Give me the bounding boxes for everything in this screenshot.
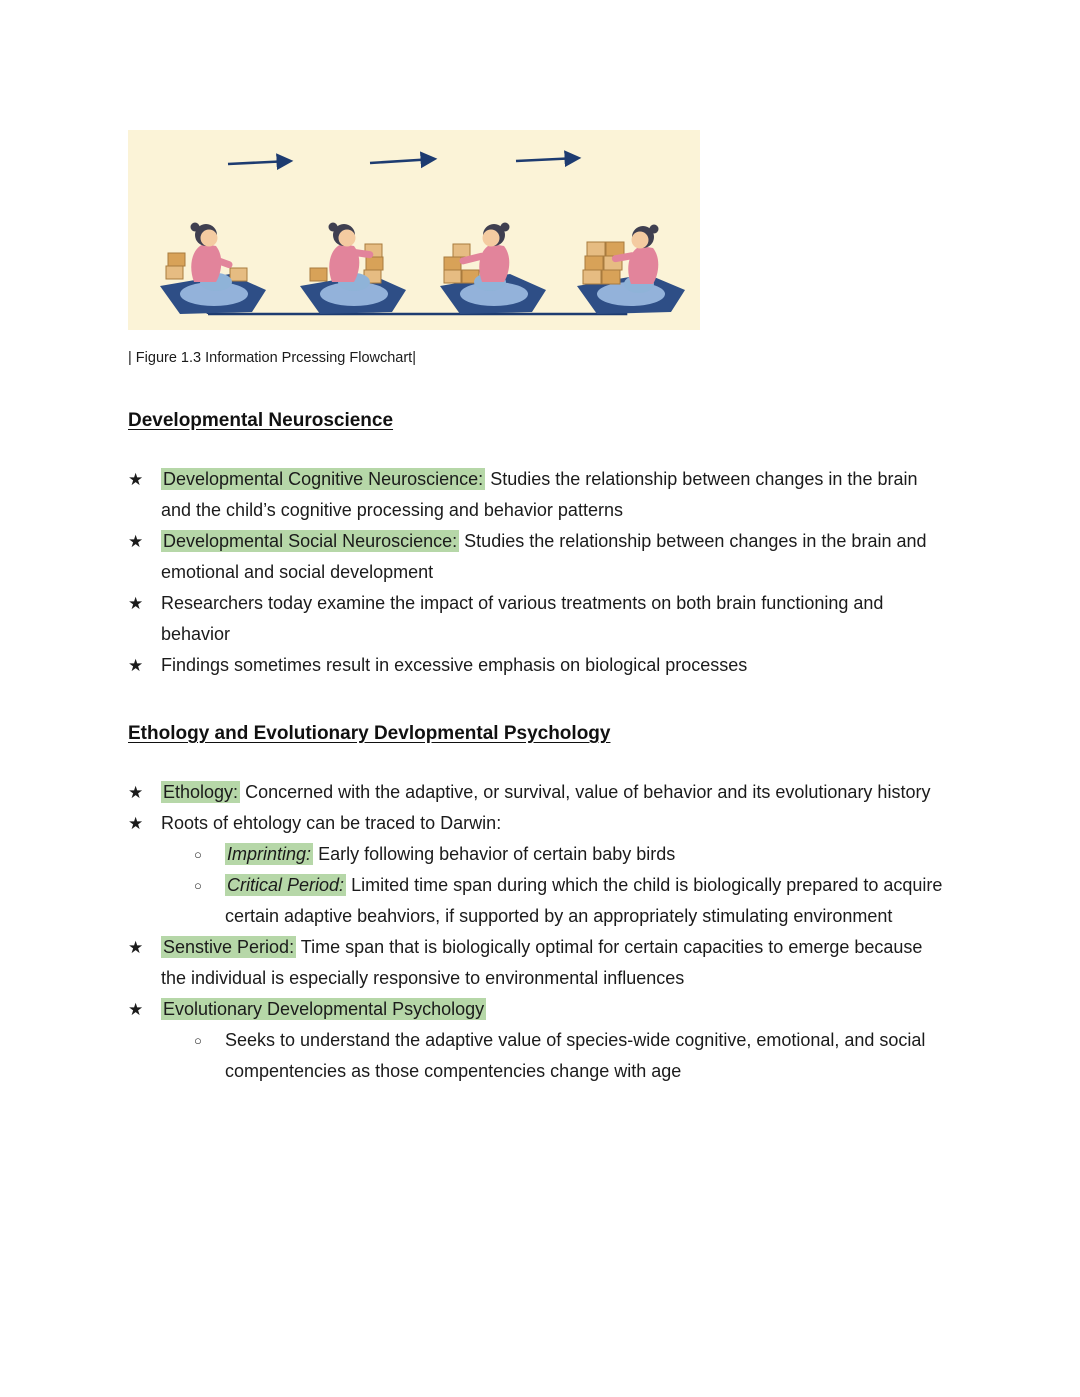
figure-caption: | Figure 1.3 Information Prcessing Flowchart| [128,350,416,366]
feedback-arrow-icon [208,282,626,314]
star-bullet-icon: ★ [128,532,144,551]
term-highlight: Developmental Social Neuroscience: [163,531,458,551]
bullet-item [128,650,950,681]
arrow-icon [228,158,578,164]
circle-bullet-icon: ○ [194,878,202,893]
bullet-content [225,870,950,932]
bullet-item [128,588,950,650]
sub-bullet-item [191,839,950,870]
sub-bullet-list [191,1025,950,1087]
bullet-item [128,777,950,808]
circle-bullet-icon: ○ [194,1033,202,1048]
star-bullet-icon: ★ [128,1000,144,1019]
star-bullet-icon: ★ [128,656,144,675]
bullet-content [225,839,950,870]
sub-bullet-list [191,839,950,932]
bullet-content [161,650,950,681]
section1-bullet-list [128,464,950,681]
bullet-item [128,994,950,1087]
bullet-text: Concerned with the adaptive, or survival, value of behavior and its evolutionary history [245,782,931,802]
bullet-content [161,777,950,808]
bullet-item [128,932,950,994]
bullet-content [161,464,950,526]
bullet-text: Time span that is biologically optimal for certain capacities to emerge because the individual is especially responsive to environmental influences [161,937,923,988]
bullet-item [128,808,950,932]
bullet-text: Findings sometimes result in excessive emphasis on biological processes [161,655,748,675]
sub-bullet-item [191,1025,950,1087]
bullet-text: Early following behavior of certain baby birds [318,844,676,864]
figure-image [128,130,700,330]
bullet-content [161,994,950,1087]
term-highlight: Evolutionary Developmental Psychology [163,999,485,1019]
term-highlight: Developmental Cognitive Neuroscience: [163,469,484,489]
bullet-content [225,1025,950,1087]
star-bullet-icon: ★ [128,783,144,802]
bullet-item [128,526,950,588]
section2-bullet-list [128,777,950,1087]
bullet-text: Roots of ehtology can be traced to Darwin: [161,813,502,833]
bullet-text: Limited time span during which the child is biologically prepared to acquire certain adaptive beahviors, if supported by an appropriately stimulating environment [225,875,943,926]
bullet-content [161,808,950,932]
bullet-content [161,526,950,588]
bullet-text: Seeks to understand the adaptive value of species-wide cognitive, emotional, and social compentencies as those compentencies change with age [225,1030,926,1081]
heading-developmental-neuroscience: Developmental Neuroscience [128,410,394,431]
bullet-content [161,588,950,650]
figure-illustration [128,130,700,330]
term-highlight: Ethology: [163,782,239,802]
star-bullet-icon: ★ [128,938,144,957]
heading-ethology-evolutionary-psychology: Ethology and Evolutionary Devlopmental Psychology [128,723,611,744]
bullet-content [161,932,950,994]
bullet-text: Researchers today examine the impact of various treatments on both brain functioning and behavior [161,593,884,644]
term-highlight: Imprinting: [227,844,312,864]
term-highlight: Senstive Period: [163,937,295,957]
star-bullet-icon: ★ [128,470,144,489]
term-highlight: Critical Period: [227,875,345,895]
bullet-text: Studies the relationship between changes in the brain and emotional and social development [161,531,927,582]
bullet-item [128,464,950,526]
bullet-text: Studies the relationship between changes in the brain and the child’s cognitive processing and behavior patterns [161,469,918,520]
sub-bullet-item [191,870,950,932]
circle-bullet-icon: ○ [194,847,202,862]
star-bullet-icon: ★ [128,594,144,613]
star-bullet-icon: ★ [128,814,144,833]
